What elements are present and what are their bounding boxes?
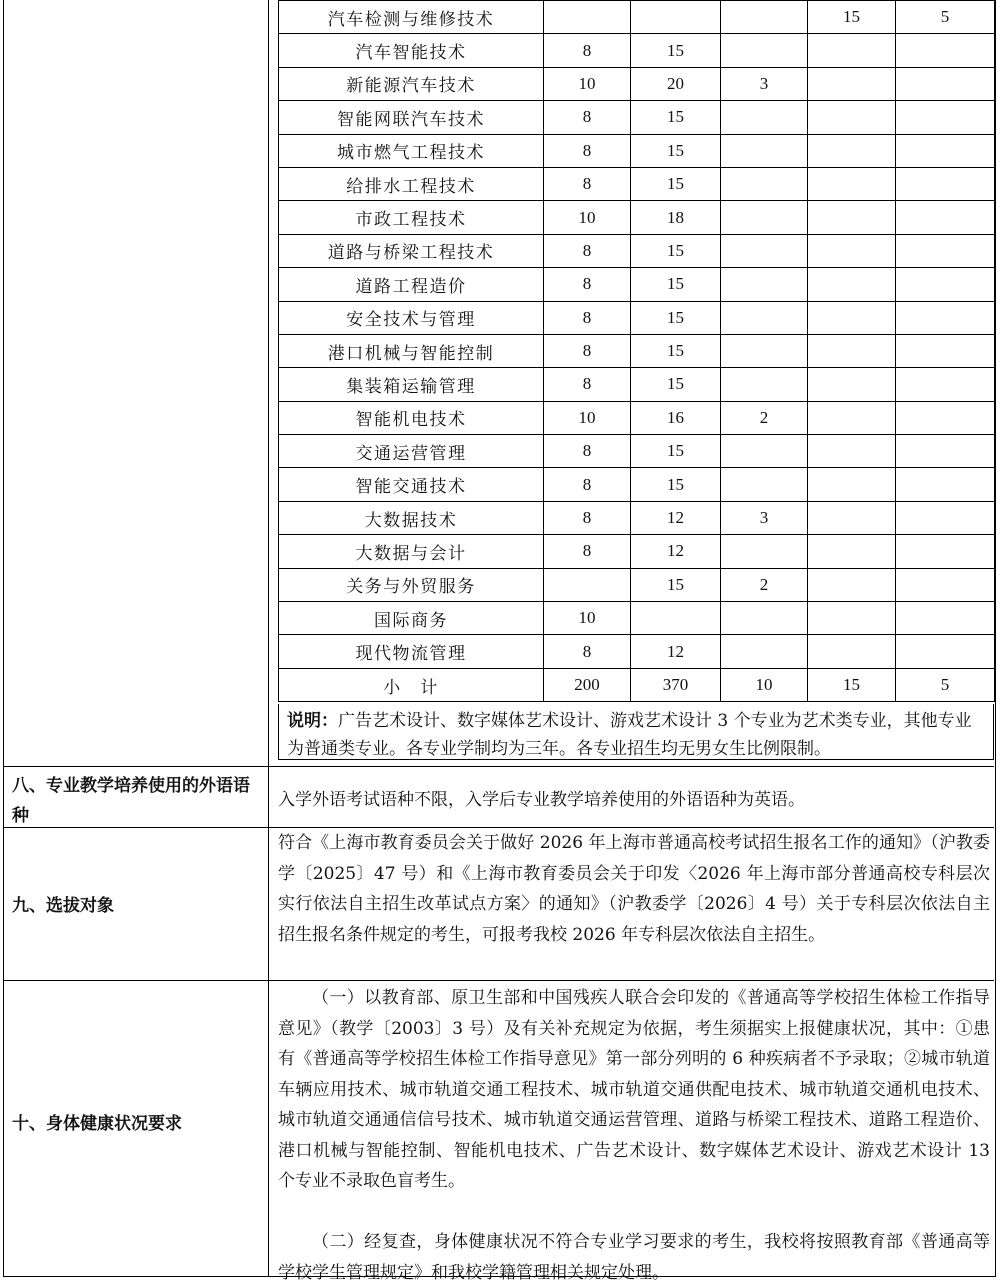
quota-cell <box>896 535 995 568</box>
quota-cell: 12 <box>631 535 721 568</box>
major-name-cell: 城市燃气工程技术 <box>279 134 544 167</box>
section-10-label: 十、身体健康状况要求 <box>12 1114 182 1134</box>
quota-cell <box>896 334 995 367</box>
note <box>287 707 987 763</box>
table-row <box>279 468 995 501</box>
major-name-cell: 集装箱运输管理 <box>279 368 544 401</box>
quota-cell <box>721 1 808 34</box>
quota-cell: 15 <box>808 1 896 34</box>
major-name-cell: 安全技术与管理 <box>279 301 544 334</box>
quota-cell <box>721 334 808 367</box>
table-row <box>279 401 995 434</box>
quota-cell: 8 <box>544 101 631 134</box>
quota-cell: 8 <box>544 368 631 401</box>
quota-cell <box>808 368 896 401</box>
quota-cell: 12 <box>631 501 721 534</box>
table-row <box>279 167 995 200</box>
table-row <box>279 134 995 167</box>
quota-cell <box>808 268 896 301</box>
quota-cell <box>896 635 995 668</box>
quota-cell <box>721 301 808 334</box>
major-name-cell: 交通运营管理 <box>279 435 544 468</box>
quota-cell: 15 <box>631 268 721 301</box>
majors-table <box>278 0 995 702</box>
note-text: 广告艺术设计、数字媒体艺术设计、游戏艺术设计 3 个专业为艺术类专业，其他专业为普通类专业。各专业学制均为三年。各专业招生均无男女生比例限制。 <box>287 711 972 759</box>
quota-cell: 12 <box>631 635 721 668</box>
quota-cell <box>808 101 896 134</box>
quota-cell <box>721 635 808 668</box>
table-row <box>279 1 995 34</box>
quota-cell <box>808 602 896 635</box>
table-row <box>279 34 995 67</box>
quota-cell <box>544 568 631 601</box>
quota-cell <box>721 101 808 134</box>
quota-cell <box>896 134 995 167</box>
quota-cell: 8 <box>544 535 631 568</box>
table-row <box>279 635 995 668</box>
quota-cell <box>896 201 995 234</box>
quota-cell <box>896 268 995 301</box>
table-row <box>279 535 995 568</box>
quota-cell <box>896 468 995 501</box>
quota-cell: 10 <box>544 602 631 635</box>
section-8-label: 八、专业教学培养使用的外语语种 <box>12 776 250 826</box>
quota-cell <box>808 201 896 234</box>
quota-cell <box>808 134 896 167</box>
quota-cell <box>896 568 995 601</box>
quota-cell <box>808 167 896 200</box>
quota-cell: 8 <box>544 334 631 367</box>
quota-cell: 8 <box>544 268 631 301</box>
table-row <box>279 201 995 234</box>
quota-cell: 8 <box>544 167 631 200</box>
major-name-cell: 现代物流管理 <box>279 635 544 668</box>
table-row <box>279 435 995 468</box>
quota-cell: 18 <box>631 201 721 234</box>
quota-cell: 10 <box>544 401 631 434</box>
note-label: 说明： <box>287 711 338 731</box>
major-name-cell: 市政工程技术 <box>279 201 544 234</box>
quota-cell <box>721 201 808 234</box>
quota-cell <box>896 435 995 468</box>
quota-cell: 15 <box>631 368 721 401</box>
quota-cell <box>896 368 995 401</box>
quota-cell: 8 <box>544 468 631 501</box>
quota-cell: 8 <box>544 301 631 334</box>
section-8 <box>4 766 994 826</box>
quota-cell <box>896 67 995 100</box>
quota-cell: 15 <box>631 134 721 167</box>
table-row <box>279 602 995 635</box>
quota-cell: 15 <box>631 34 721 67</box>
quota-cell <box>808 568 896 601</box>
quota-cell <box>808 435 896 468</box>
major-name-cell: 大数据技术 <box>279 501 544 534</box>
quota-cell <box>721 435 808 468</box>
section-9-label: 九、选拔对象 <box>12 896 114 916</box>
quota-cell: 8 <box>544 234 631 267</box>
quota-cell <box>721 34 808 67</box>
quota-cell: 8 <box>544 34 631 67</box>
majors-table-area <box>268 0 994 702</box>
quota-cell: 5 <box>896 1 995 34</box>
quota-cell: 2 <box>721 568 808 601</box>
quota-cell <box>721 167 808 200</box>
major-name-cell: 智能网联汽车技术 <box>279 101 544 134</box>
major-name-cell: 大数据与会计 <box>279 535 544 568</box>
major-name-cell: 道路工程造价 <box>279 268 544 301</box>
table-row <box>279 301 995 334</box>
quota-cell <box>896 34 995 67</box>
quota-cell <box>721 535 808 568</box>
quota-cell: 3 <box>721 501 808 534</box>
major-name-cell: 小 计 <box>279 668 544 701</box>
table-row <box>279 568 995 601</box>
quota-cell <box>808 468 896 501</box>
quota-cell <box>808 334 896 367</box>
quota-cell: 8 <box>544 435 631 468</box>
section-10-para1: （一）以教育部、原卫生部和中国残疾人联合会印发的《普通高等学校招生体检工作指导意见》（教学〔2003〕3 号）及有关补充规定为依据，考生须据实上报健康状况，其中：①患有《普通高等学校招生体检工作指导意见》第一部分列明的 6 种疾病者不予录取；②城市轨道车辆应用技术、城市轨道交通工程技术、城市轨道交通供配电技术、城市轨道交通机电技术、城市轨道交通通信信号技术、城市轨道交通运营管理、道路与桥梁工程技术、道路工程造价、港口机械与智能控制、智能机电技术、广告艺术设计、数字媒体艺术设计、游戏艺术设计 13 个专业不录取色盲考生。 <box>278 988 990 1191</box>
quota-cell: 15 <box>808 668 896 701</box>
quota-cell: 15 <box>631 234 721 267</box>
quota-cell: 10 <box>721 668 808 701</box>
quota-cell <box>808 535 896 568</box>
quota-cell <box>896 602 995 635</box>
quota-cell <box>721 468 808 501</box>
table-row <box>279 668 995 701</box>
quota-cell <box>808 67 896 100</box>
section-10-para2: （二）经复查，身体健康状况不符合专业学习要求的考生，我校将按照教育部《普通高等学校学生管理规定》和我校学籍管理相关规定处理。 <box>278 1232 990 1283</box>
table-row <box>279 234 995 267</box>
major-name-cell: 新能源汽车技术 <box>279 67 544 100</box>
quota-cell <box>721 268 808 301</box>
quota-cell: 2 <box>721 401 808 434</box>
quota-cell: 10 <box>544 67 631 100</box>
major-name-cell: 汽车智能技术 <box>279 34 544 67</box>
major-name-cell: 港口机械与智能控制 <box>279 334 544 367</box>
quota-cell <box>896 501 995 534</box>
quota-cell: 15 <box>631 167 721 200</box>
quota-cell <box>896 301 995 334</box>
major-name-cell: 道路与桥梁工程技术 <box>279 234 544 267</box>
section-9-body: 符合《上海市教育委员会关于做好 2026 年上海市普通高校考试招生报名工作的通知》（沪教委学〔2025〕47 号）和《上海市教育委员会关于印发〈2026 年上海市部分普通高校专科层次实行依法自主招生改革试点方案〉的通知》（沪教委学〔2026〕4 号）关于专科层次依法自主招生报名条件规定的考生，可报考我校 2026 年专科层次依法自主招生。 <box>278 833 990 945</box>
quota-cell: 5 <box>896 668 995 701</box>
quota-cell: 15 <box>631 468 721 501</box>
major-name-cell: 智能交通技术 <box>279 468 544 501</box>
major-name-cell: 国际商务 <box>279 602 544 635</box>
table-row <box>279 268 995 301</box>
table-row <box>279 334 995 367</box>
quota-cell <box>808 401 896 434</box>
quota-cell: 370 <box>631 668 721 701</box>
major-name-cell: 给排水工程技术 <box>279 167 544 200</box>
quota-cell: 10 <box>544 201 631 234</box>
quota-cell: 8 <box>544 134 631 167</box>
quota-cell: 15 <box>631 435 721 468</box>
quota-cell <box>721 134 808 167</box>
major-name-cell: 关务与外贸服务 <box>279 568 544 601</box>
quota-cell <box>808 34 896 67</box>
quota-cell <box>808 501 896 534</box>
quota-cell <box>544 1 631 34</box>
quota-cell: 15 <box>631 568 721 601</box>
quota-cell: 16 <box>631 401 721 434</box>
section-9 <box>4 827 994 945</box>
quota-cell: 8 <box>544 635 631 668</box>
quota-cell: 3 <box>721 67 808 100</box>
quota-cell <box>721 368 808 401</box>
quota-cell <box>631 1 721 34</box>
quota-cell <box>896 401 995 434</box>
section-8-body: 入学外语考试语种不限，入学后专业教学培养使用的外语语种为英语。 <box>278 790 805 810</box>
quota-cell <box>721 234 808 267</box>
quota-cell: 15 <box>631 334 721 367</box>
quota-cell <box>808 301 896 334</box>
quota-cell <box>896 167 995 200</box>
table-row <box>279 368 995 401</box>
quota-cell <box>808 234 896 267</box>
table-row <box>279 501 995 534</box>
quota-cell <box>631 602 721 635</box>
quota-cell: 15 <box>631 101 721 134</box>
table-row <box>279 67 995 100</box>
quota-cell <box>896 234 995 267</box>
quota-cell: 8 <box>544 501 631 534</box>
table-row <box>279 101 995 134</box>
quota-cell: 15 <box>631 301 721 334</box>
quota-cell: 200 <box>544 668 631 701</box>
quota-cell <box>808 635 896 668</box>
section-10 <box>4 980 994 1283</box>
major-name-cell: 汽车检测与维修技术 <box>279 1 544 34</box>
quota-cell <box>896 101 995 134</box>
quota-cell: 20 <box>631 67 721 100</box>
quota-cell <box>721 602 808 635</box>
major-name-cell: 智能机电技术 <box>279 401 544 434</box>
document-page <box>3 0 996 1283</box>
